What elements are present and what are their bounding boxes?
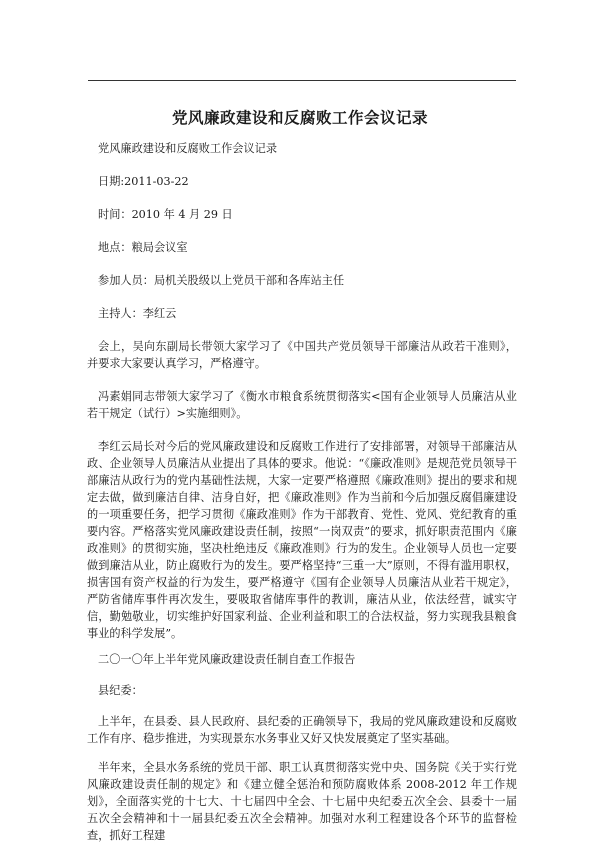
meeting-attendees: 参加人员：局机关股级以上党员干部和各库站主任 — [98, 274, 345, 287]
meeting-date: 日期:2011-03-22 — [98, 175, 189, 188]
meeting-location: 地点：粮局会议室 — [98, 241, 188, 254]
report-paragraph-1: 上半年，在县委、县人民政府、县纪委的正确领导下，我局的党风廉政建设和反腐败工作有序、稳步推进，为实现景东水务事业又好又快发展奠定了坚实基础。 — [87, 715, 517, 745]
header-rule — [88, 80, 516, 81]
report-title: 二〇一〇年上半年党风廉政建设责任制自查工作报告 — [98, 653, 356, 666]
paragraph-li: 李红云局长对今后的党风廉政建设和反腐败工作进行了安排部署，对领导干部廉洁从政、企业领导人员廉洁从业提出了具体的要求。他说：“《廉政准则》是规范党员领导干部廉洁从政行为的党内基础性法规，大家一定要严格遵照《廉政准则》提出的要求和规定去做，做到廉洁自律、洁身自好，把《廉政准则》作为当前和今后加强反腐倡廉建设的一项重要任务，把学习贯彻《廉政准则》作为干部教育、党性、党风、党纪教育的重要内容。严格落实党风廉政建设责任制，按照“一岗双责”的要求，抓好职责范围内《廉政准则》的贯彻实施，坚决杜绝违反《廉政准则》行为的发生。企业领导人员也一定要做到廉洁从业，防止腐败行为的发生。要严格坚持“三重一大”原则，不得有滥用职权，损害国有资产权益的行为发生，要严格遵守《国有企业领导人员廉洁从业若干规定》，严防省储库事件再次发生，要吸取省储库事件的教训，廉洁从业，依法经营，诚实守信，勤勉敬业，切实维护好国家利益、企业利益和职工的合法权益，努力实现我县粮食事业的科学发展”。 — [87, 440, 517, 640]
meeting-time: 时间：2010 年 4 月 29 日 — [98, 208, 233, 221]
report-paragraph-2: 半年来，全县水务系统的党员干部、职工认真贯彻落实党中央、国务院《关于实行党风廉政建设责任制的规定》和《建立健全惩治和预防腐败体系 2008-2012 年工作规划》，全面落实党的十七大、十七届四中全会、十七届中央纪委五次全会、县委十一届五次全会精神和十一届县纪委五次全会精神。加强对水利工程建设各个环节的监督检查，抓好工程建 — [87, 761, 517, 842]
paragraph-wu: 会上，吴向东副局长带领大家学习了《中国共产党员领导干部廉洁从政若干准则》，并要求大家要认真学习，严格遵守。 — [87, 340, 517, 370]
doc-subtitle: 党风廉政建设和反腐败工作会议记录 — [98, 142, 278, 155]
meeting-host: 主持人：李红云 — [98, 307, 177, 320]
page-title: 党风廉政建设和反腐败工作会议记录 — [171, 108, 428, 127]
paragraph-feng: 冯素娟同志带领大家学习了《衡水市粮食系统贯彻落实<国有企业领导人员廉洁从业若干规定（试行）>实施细则》。 — [87, 390, 517, 420]
document-body — [87, 140, 517, 844]
report-addressee: 县纪委： — [98, 684, 143, 697]
